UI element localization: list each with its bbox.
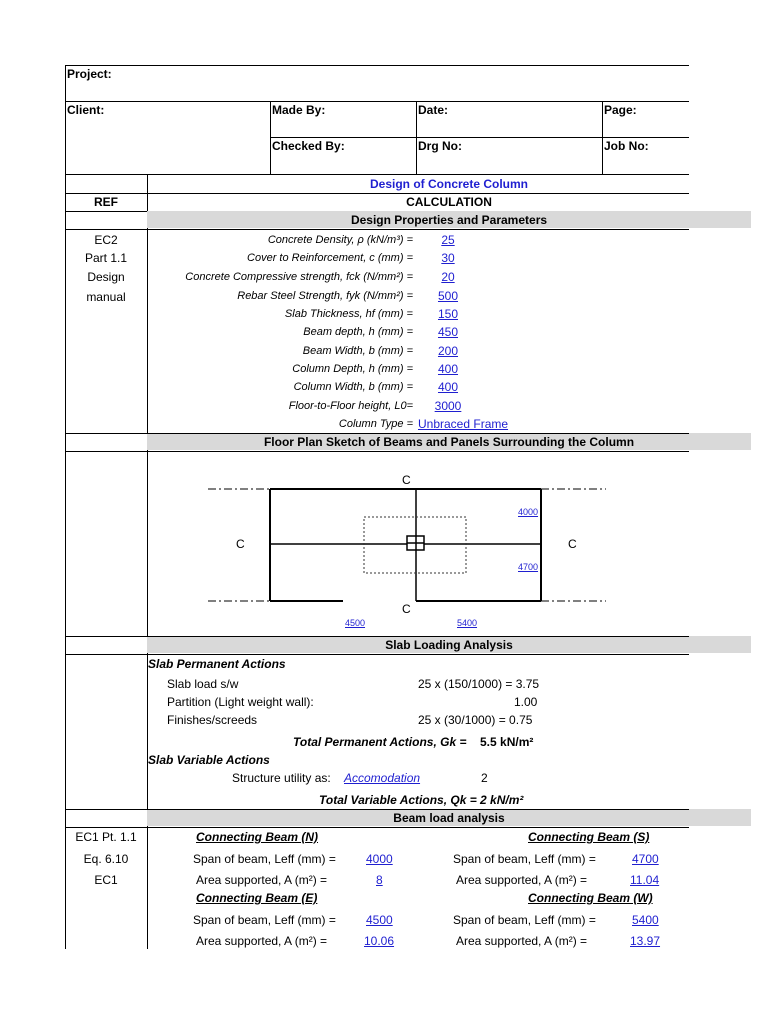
ref-header: REF <box>94 195 118 209</box>
beam-n-span-value[interactable]: 4000 <box>366 852 393 866</box>
beam-n-span-label: Span of beam, Leff (mm) = <box>193 852 336 866</box>
beam-e-span-value[interactable]: 4500 <box>366 913 393 927</box>
beam-s-area-label: Area supported, A (m²) = <box>456 873 588 887</box>
beam-w-span-label: Span of beam, Leff (mm) = <box>453 913 596 927</box>
finishes-label: Finishes/screeds <box>167 713 258 727</box>
client-label: Client: <box>67 103 105 117</box>
utility-label: Structure utility as: <box>232 771 331 785</box>
beam-n-heading: Connecting Beam (N) <box>196 830 319 844</box>
total-variable-label: Total Variable Actions, Qk = 2 kN/m² <box>319 793 524 807</box>
drg-no-label: Drg No: <box>418 139 462 153</box>
page-label: Page: <box>604 103 637 117</box>
beam-w-span-value[interactable]: 5400 <box>632 913 659 927</box>
param-label-column-depth: Column Depth, h (mm) = <box>292 363 413 375</box>
slab-load-value: 25 x (150/1000) = 3.75 <box>418 677 540 691</box>
param-value-fck[interactable]: 20 <box>441 270 455 284</box>
section-beam-load-title: Beam load analysis <box>393 811 505 825</box>
param-label-slab-thickness: Slab Thickness, hf (mm) = <box>284 308 413 320</box>
param-value-floor-height[interactable]: 3000 <box>434 399 462 413</box>
beam-s-span-label: Span of beam, Leff (mm) = <box>453 852 596 866</box>
plan-label-c-left: C <box>236 537 245 551</box>
total-permanent-value: 5.5 kN/m² <box>480 735 534 749</box>
project-label: Project: <box>67 67 112 81</box>
param-label-floor-height: Floor-to-Floor height, L0= <box>288 400 413 412</box>
section-slab-loading-title: Slab Loading Analysis <box>385 638 513 652</box>
param-label-fck: Concrete Compressive strength, fck (N/mm²) = <box>185 271 413 283</box>
floor-plan-sketch <box>148 452 688 634</box>
page-title: Design of Concrete Column <box>369 177 528 191</box>
ref-manual: manual <box>86 290 126 304</box>
ref-ec1: EC1 <box>94 873 118 887</box>
plan-label-c-top: C <box>402 473 411 487</box>
ref-ec2: EC2 <box>94 233 118 247</box>
param-label-beam-depth: Beam depth, h (mm) = <box>303 326 413 338</box>
calculation-header: CALCULATION <box>406 195 492 209</box>
partition-label: Partition (Light weight wall): <box>167 695 314 709</box>
ref-part: Part 1.1 <box>84 251 128 265</box>
param-label-cover: Cover to Reinforcement, c (mm) = <box>247 252 413 264</box>
section-floor-plan-title: Floor Plan Sketch of Beams and Panels Surrounding the Column <box>263 435 635 449</box>
beam-e-span-label: Span of beam, Leff (mm) = <box>193 913 336 927</box>
param-value-fyk[interactable]: 500 <box>437 289 459 303</box>
param-value-column-width[interactable]: 400 <box>437 380 459 394</box>
slab-load-label: Slab load s/w <box>167 677 239 691</box>
beam-e-area-label: Area supported, A (m²) = <box>196 934 328 948</box>
partition-value: 1.00 <box>514 695 538 709</box>
param-value-cover[interactable]: 30 <box>441 251 455 265</box>
job-no-label: Job No: <box>604 139 649 153</box>
slab-variable-heading: Slab Variable Actions <box>148 753 270 767</box>
beam-e-area-value[interactable]: 10.06 <box>364 934 395 948</box>
beam-n-area-value[interactable]: 8 <box>376 873 383 887</box>
beam-s-span-value[interactable]: 4700 <box>632 852 659 866</box>
param-label-column-type: Column Type = <box>338 418 413 430</box>
total-permanent-label: Total Permanent Actions, Gk = <box>293 735 467 749</box>
plan-dim-4000[interactable]: 4000 <box>518 507 539 517</box>
finishes-value: 25 x (30/1000) = 0.75 <box>418 713 533 727</box>
beam-n-area-label: Area supported, A (m²) = <box>196 873 328 887</box>
utility-value: 2 <box>481 771 488 785</box>
ref-eq: Eq. 6.10 <box>83 852 129 866</box>
beam-w-heading: Connecting Beam (W) <box>528 891 653 905</box>
utility-link[interactable]: Accomodation <box>344 771 421 785</box>
plan-dim-4700[interactable]: 4700 <box>518 562 539 572</box>
ref-design: Design <box>87 270 125 284</box>
plan-label-c-right: C <box>568 537 577 551</box>
param-value-beam-width[interactable]: 200 <box>437 344 459 358</box>
section-properties-title: Design Properties and Parameters <box>350 213 548 227</box>
beam-w-area-value[interactable]: 13.97 <box>630 934 661 948</box>
param-value-beam-depth[interactable]: 450 <box>437 325 459 339</box>
param-label-fyk: Rebar Steel Strength, fyk (N/mm²) = <box>237 290 413 302</box>
param-label-beam-width: Beam Width, b (mm) = <box>302 345 413 357</box>
plan-dim-4500[interactable]: 4500 <box>345 618 366 628</box>
slab-permanent-heading: Slab Permanent Actions <box>148 657 286 671</box>
param-value-slab-thickness[interactable]: 150 <box>437 307 459 321</box>
param-value-density[interactable]: 25 <box>441 233 455 247</box>
ref-ec1-pt: EC1 Pt. 1.1 <box>75 830 137 844</box>
param-value-column-depth[interactable]: 400 <box>437 362 459 376</box>
param-value-column-type[interactable]: Unbraced Frame <box>418 417 509 431</box>
beam-w-area-label: Area supported, A (m²) = <box>456 934 588 948</box>
beam-s-area-value[interactable]: 11.04 <box>630 873 660 887</box>
param-label-column-width: Column Width, b (mm) = <box>293 381 413 393</box>
beam-e-heading: Connecting Beam (E) <box>196 891 318 905</box>
param-label-density: Concrete Density, ρ (kN/m³) = <box>267 234 413 246</box>
made-by-label: Made By: <box>272 103 326 117</box>
date-label: Date: <box>418 103 449 117</box>
plan-label-c-bottom: C <box>402 602 411 616</box>
plan-dim-5400[interactable]: 5400 <box>457 618 478 628</box>
checked-by-label: Checked By: <box>272 139 345 153</box>
beam-s-heading: Connecting Beam (S) <box>528 830 650 844</box>
